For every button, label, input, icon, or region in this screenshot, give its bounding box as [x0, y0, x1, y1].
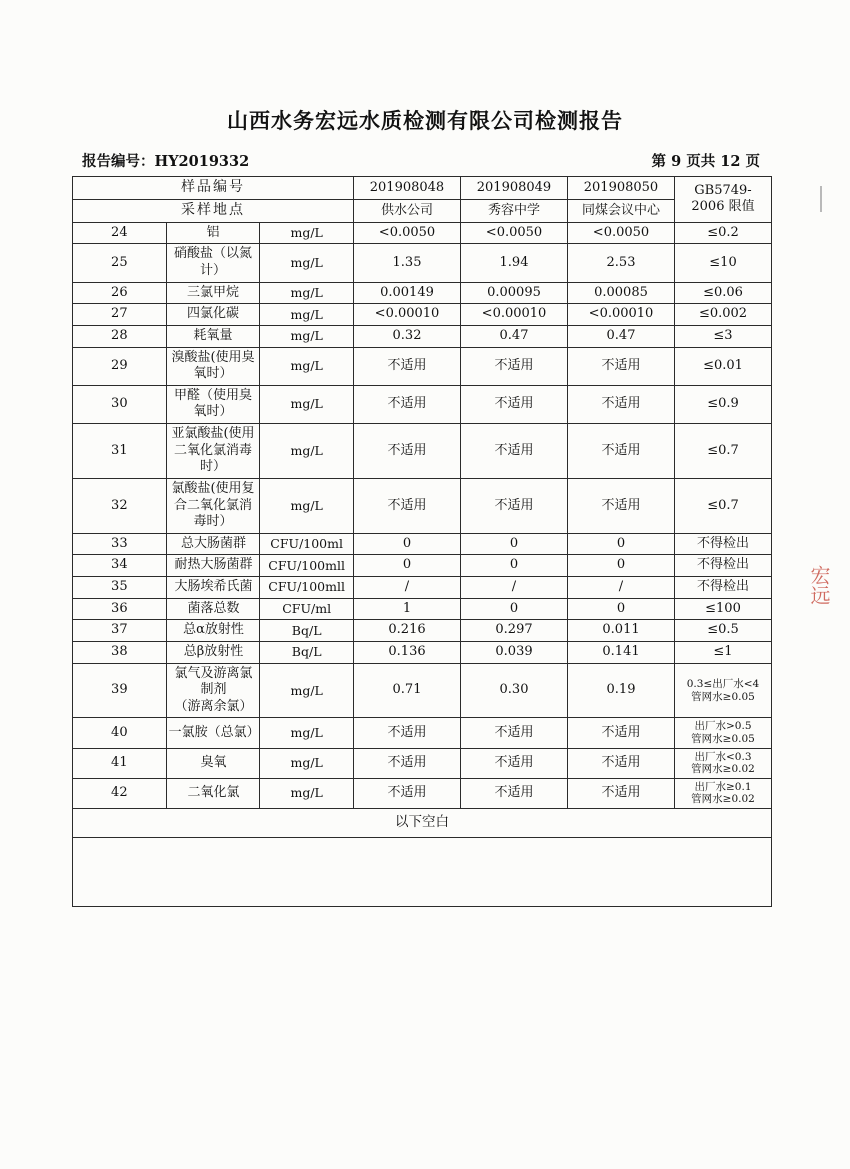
row-value-sample-1: 0 — [354, 533, 461, 555]
row-number: 36 — [73, 598, 167, 620]
row-unit: mg/L — [260, 424, 354, 479]
row-value-sample-3: 0 — [568, 598, 675, 620]
row-number: 35 — [73, 577, 167, 599]
row-value-sample-3: 2.53 — [568, 244, 675, 282]
row-number: 41 — [73, 748, 167, 778]
standard-line-1: GB5749- — [694, 182, 752, 198]
row-limit: ≤0.5 — [675, 620, 772, 642]
row-item-name: 总β放射性 — [166, 641, 260, 663]
row-limit: 不得检出 — [675, 533, 772, 555]
row-value-sample-3: 0.47 — [568, 325, 675, 347]
row-number: 33 — [73, 533, 167, 555]
row-unit: mg/L — [260, 244, 354, 282]
row-limit: ≤3 — [675, 325, 772, 347]
row-value-sample-3: 0 — [568, 555, 675, 577]
row-value-sample-2: 0 — [461, 555, 568, 577]
row-item-name: 二氧化氯 — [166, 778, 260, 808]
table-row — [73, 325, 772, 347]
row-limit: ≤0.01 — [675, 347, 772, 385]
row-value-sample-1: 0.32 — [354, 325, 461, 347]
row-value-sample-3: 不适用 — [568, 748, 675, 778]
row-unit: mg/L — [260, 718, 354, 748]
row-value-sample-1: 0.216 — [354, 620, 461, 642]
row-unit: CFU/ml — [260, 598, 354, 620]
row-item-name: 亚氯酸盐(使用二氧化氯消毒时） — [166, 424, 260, 479]
row-value-sample-1: 不适用 — [354, 778, 461, 808]
table-row — [73, 577, 772, 599]
row-unit: mg/L — [260, 748, 354, 778]
row-unit: CFU/100mll — [260, 577, 354, 599]
report-number: 报告编号：HY2019332 — [82, 153, 250, 170]
row-value-sample-1: 1.35 — [354, 244, 461, 282]
row-value-sample-3: 0.011 — [568, 620, 675, 642]
row-value-sample-1: 不适用 — [354, 718, 461, 748]
table-row — [73, 778, 772, 808]
results-table — [72, 176, 772, 907]
row-unit: mg/L — [260, 282, 354, 304]
page-number: 第 9 页共 12 页 — [651, 153, 760, 170]
row-value-sample-2: <0.00010 — [461, 304, 568, 326]
row-item-name: 耗氧量 — [166, 325, 260, 347]
row-value-sample-2: 不适用 — [461, 718, 568, 748]
row-number: 24 — [73, 222, 167, 244]
row-item-name: 四氯化碳 — [166, 304, 260, 326]
row-unit: mg/L — [260, 325, 354, 347]
row-value-sample-2: 0.47 — [461, 325, 568, 347]
row-value-sample-3: <0.0050 — [568, 222, 675, 244]
row-value-sample-1: 不适用 — [354, 748, 461, 778]
header-sample-no-2: 201908049 — [461, 177, 568, 200]
table-row — [73, 385, 772, 423]
row-number: 30 — [73, 385, 167, 423]
table-row — [73, 347, 772, 385]
row-limit: 0.3≤出厂水<4 管网水≥0.05 — [675, 663, 772, 718]
row-number: 42 — [73, 778, 167, 808]
row-limit: ≤0.7 — [675, 424, 772, 479]
row-value-sample-1: 不适用 — [354, 347, 461, 385]
table-row — [73, 555, 772, 577]
table-row — [73, 718, 772, 748]
row-value-sample-2: 不适用 — [461, 478, 568, 533]
row-value-sample-3: 不适用 — [568, 718, 675, 748]
edge-mark — [820, 186, 822, 212]
row-value-sample-1: 0.136 — [354, 641, 461, 663]
row-value-sample-3: 不适用 — [568, 478, 675, 533]
table-header-site — [73, 199, 772, 222]
row-unit: mg/L — [260, 478, 354, 533]
row-limit: ≤100 — [675, 598, 772, 620]
row-limit: ≤0.2 — [675, 222, 772, 244]
row-value-sample-2: 不适用 — [461, 424, 568, 479]
row-limit: ≤0.7 — [675, 478, 772, 533]
header-site-1: 供水公司 — [354, 199, 461, 222]
row-value-sample-1: 不适用 — [354, 424, 461, 479]
row-value-sample-1: 不适用 — [354, 478, 461, 533]
row-value-sample-2: / — [461, 577, 568, 599]
row-item-name: 溴酸盐(使用臭氧时） — [166, 347, 260, 385]
row-value-sample-1: 0 — [354, 555, 461, 577]
table-row — [73, 282, 772, 304]
row-item-name: 三氯甲烷 — [166, 282, 260, 304]
row-value-sample-1: / — [354, 577, 461, 599]
row-number: 40 — [73, 718, 167, 748]
row-value-sample-1: 不适用 — [354, 385, 461, 423]
row-value-sample-3: / — [568, 577, 675, 599]
row-limit: 不得检出 — [675, 577, 772, 599]
row-unit: Bq/L — [260, 641, 354, 663]
row-limit: 出厂水>0.5 管网水≥0.05 — [675, 718, 772, 748]
row-value-sample-1: 1 — [354, 598, 461, 620]
header-sample-no-label: 样品编号 — [73, 177, 354, 200]
row-value-sample-3: 不适用 — [568, 778, 675, 808]
row-limit: ≤1 — [675, 641, 772, 663]
row-unit: mg/L — [260, 663, 354, 718]
table-row — [73, 641, 772, 663]
table-row — [73, 424, 772, 479]
table-row — [73, 620, 772, 642]
row-value-sample-3: 不适用 — [568, 424, 675, 479]
row-unit: CFU/100ml — [260, 533, 354, 555]
row-limit: 出厂水≥0.1 管网水≥0.02 — [675, 778, 772, 808]
row-limit: ≤0.06 — [675, 282, 772, 304]
row-unit: mg/L — [260, 385, 354, 423]
header-site-label: 采样地点 — [73, 199, 354, 222]
row-limit: ≤10 — [675, 244, 772, 282]
row-value-sample-1: 0.00149 — [354, 282, 461, 304]
row-number: 25 — [73, 244, 167, 282]
row-unit: mg/L — [260, 778, 354, 808]
row-value-sample-2: 0 — [461, 533, 568, 555]
row-item-name: 甲醛（使用臭氧时） — [166, 385, 260, 423]
table-row — [73, 663, 772, 718]
blank-area-row — [73, 838, 772, 907]
row-value-sample-2: 不适用 — [461, 748, 568, 778]
table-row — [73, 478, 772, 533]
row-value-sample-2: 不适用 — [461, 347, 568, 385]
row-unit: mg/L — [260, 222, 354, 244]
row-item-name: 一氯胺（总氯） — [166, 718, 260, 748]
row-value-sample-2: 1.94 — [461, 244, 568, 282]
standard-line-2: 2006 限值 — [691, 199, 755, 215]
row-limit: ≤0.9 — [675, 385, 772, 423]
row-value-sample-3: 0 — [568, 533, 675, 555]
blank-note-row — [73, 809, 772, 838]
row-item-name: 臭氧 — [166, 748, 260, 778]
blank-note: 以下空白 — [73, 809, 772, 838]
table-row — [73, 748, 772, 778]
row-number: 27 — [73, 304, 167, 326]
table-row — [73, 244, 772, 282]
row-number: 37 — [73, 620, 167, 642]
row-limit: 出厂水<0.3 管网水≥0.02 — [675, 748, 772, 778]
row-value-sample-3: 不适用 — [568, 347, 675, 385]
table-row — [73, 304, 772, 326]
row-value-sample-2: 0.00095 — [461, 282, 568, 304]
row-value-sample-2: <0.0050 — [461, 222, 568, 244]
row-unit: CFU/100mll — [260, 555, 354, 577]
page-title: 山西水务宏远水质检测有限公司检测报告 — [227, 108, 623, 133]
row-value-sample-1: 0.71 — [354, 663, 461, 718]
header-site-3: 同煤会议中心 — [568, 199, 675, 222]
header-sample-no-3: 201908050 — [568, 177, 675, 200]
row-value-sample-3: 不适用 — [568, 385, 675, 423]
table-row — [73, 222, 772, 244]
row-number: 31 — [73, 424, 167, 479]
row-item-name: 氯气及游离氯制剂 （游离余氯） — [166, 663, 260, 718]
row-value-sample-2: 不适用 — [461, 385, 568, 423]
row-number: 34 — [73, 555, 167, 577]
table-header-sample-no — [73, 177, 772, 200]
row-number: 28 — [73, 325, 167, 347]
row-item-name: 大肠埃希氏菌 — [166, 577, 260, 599]
row-item-name: 总α放射性 — [166, 620, 260, 642]
table-row — [73, 598, 772, 620]
row-value-sample-2: 0.30 — [461, 663, 568, 718]
row-value-sample-3: 0.141 — [568, 641, 675, 663]
table-row — [73, 533, 772, 555]
row-unit: mg/L — [260, 347, 354, 385]
row-item-name: 耐热大肠菌群 — [166, 555, 260, 577]
row-number: 26 — [73, 282, 167, 304]
row-value-sample-3: 0.19 — [568, 663, 675, 718]
row-value-sample-1: <0.0050 — [354, 222, 461, 244]
blank-area — [73, 838, 772, 907]
header-sample-no-1: 201908048 — [354, 177, 461, 200]
row-number: 38 — [73, 641, 167, 663]
row-value-sample-2: 不适用 — [461, 778, 568, 808]
row-value-sample-1: <0.00010 — [354, 304, 461, 326]
header-site-2: 秀容中学 — [461, 199, 568, 222]
row-item-name: 铝 — [166, 222, 260, 244]
row-value-sample-2: 0 — [461, 598, 568, 620]
row-number: 29 — [73, 347, 167, 385]
row-value-sample-2: 0.297 — [461, 620, 568, 642]
row-unit: mg/L — [260, 304, 354, 326]
header-standard — [675, 177, 772, 223]
row-item-name: 硝酸盐（以氮计） — [166, 244, 260, 282]
row-limit: 不得检出 — [675, 555, 772, 577]
row-value-sample-2: 0.039 — [461, 641, 568, 663]
row-number: 32 — [73, 478, 167, 533]
row-unit: Bq/L — [260, 620, 354, 642]
row-limit: ≤0.002 — [675, 304, 772, 326]
row-number: 39 — [73, 663, 167, 718]
row-item-name: 氯酸盐(使用复合二氧化氯消毒时） — [166, 478, 260, 533]
row-value-sample-3: <0.00010 — [568, 304, 675, 326]
stamp: 宏远 — [807, 565, 831, 605]
row-value-sample-3: 0.00085 — [568, 282, 675, 304]
row-item-name: 总大肠菌群 — [166, 533, 260, 555]
row-item-name: 菌落总数 — [166, 598, 260, 620]
